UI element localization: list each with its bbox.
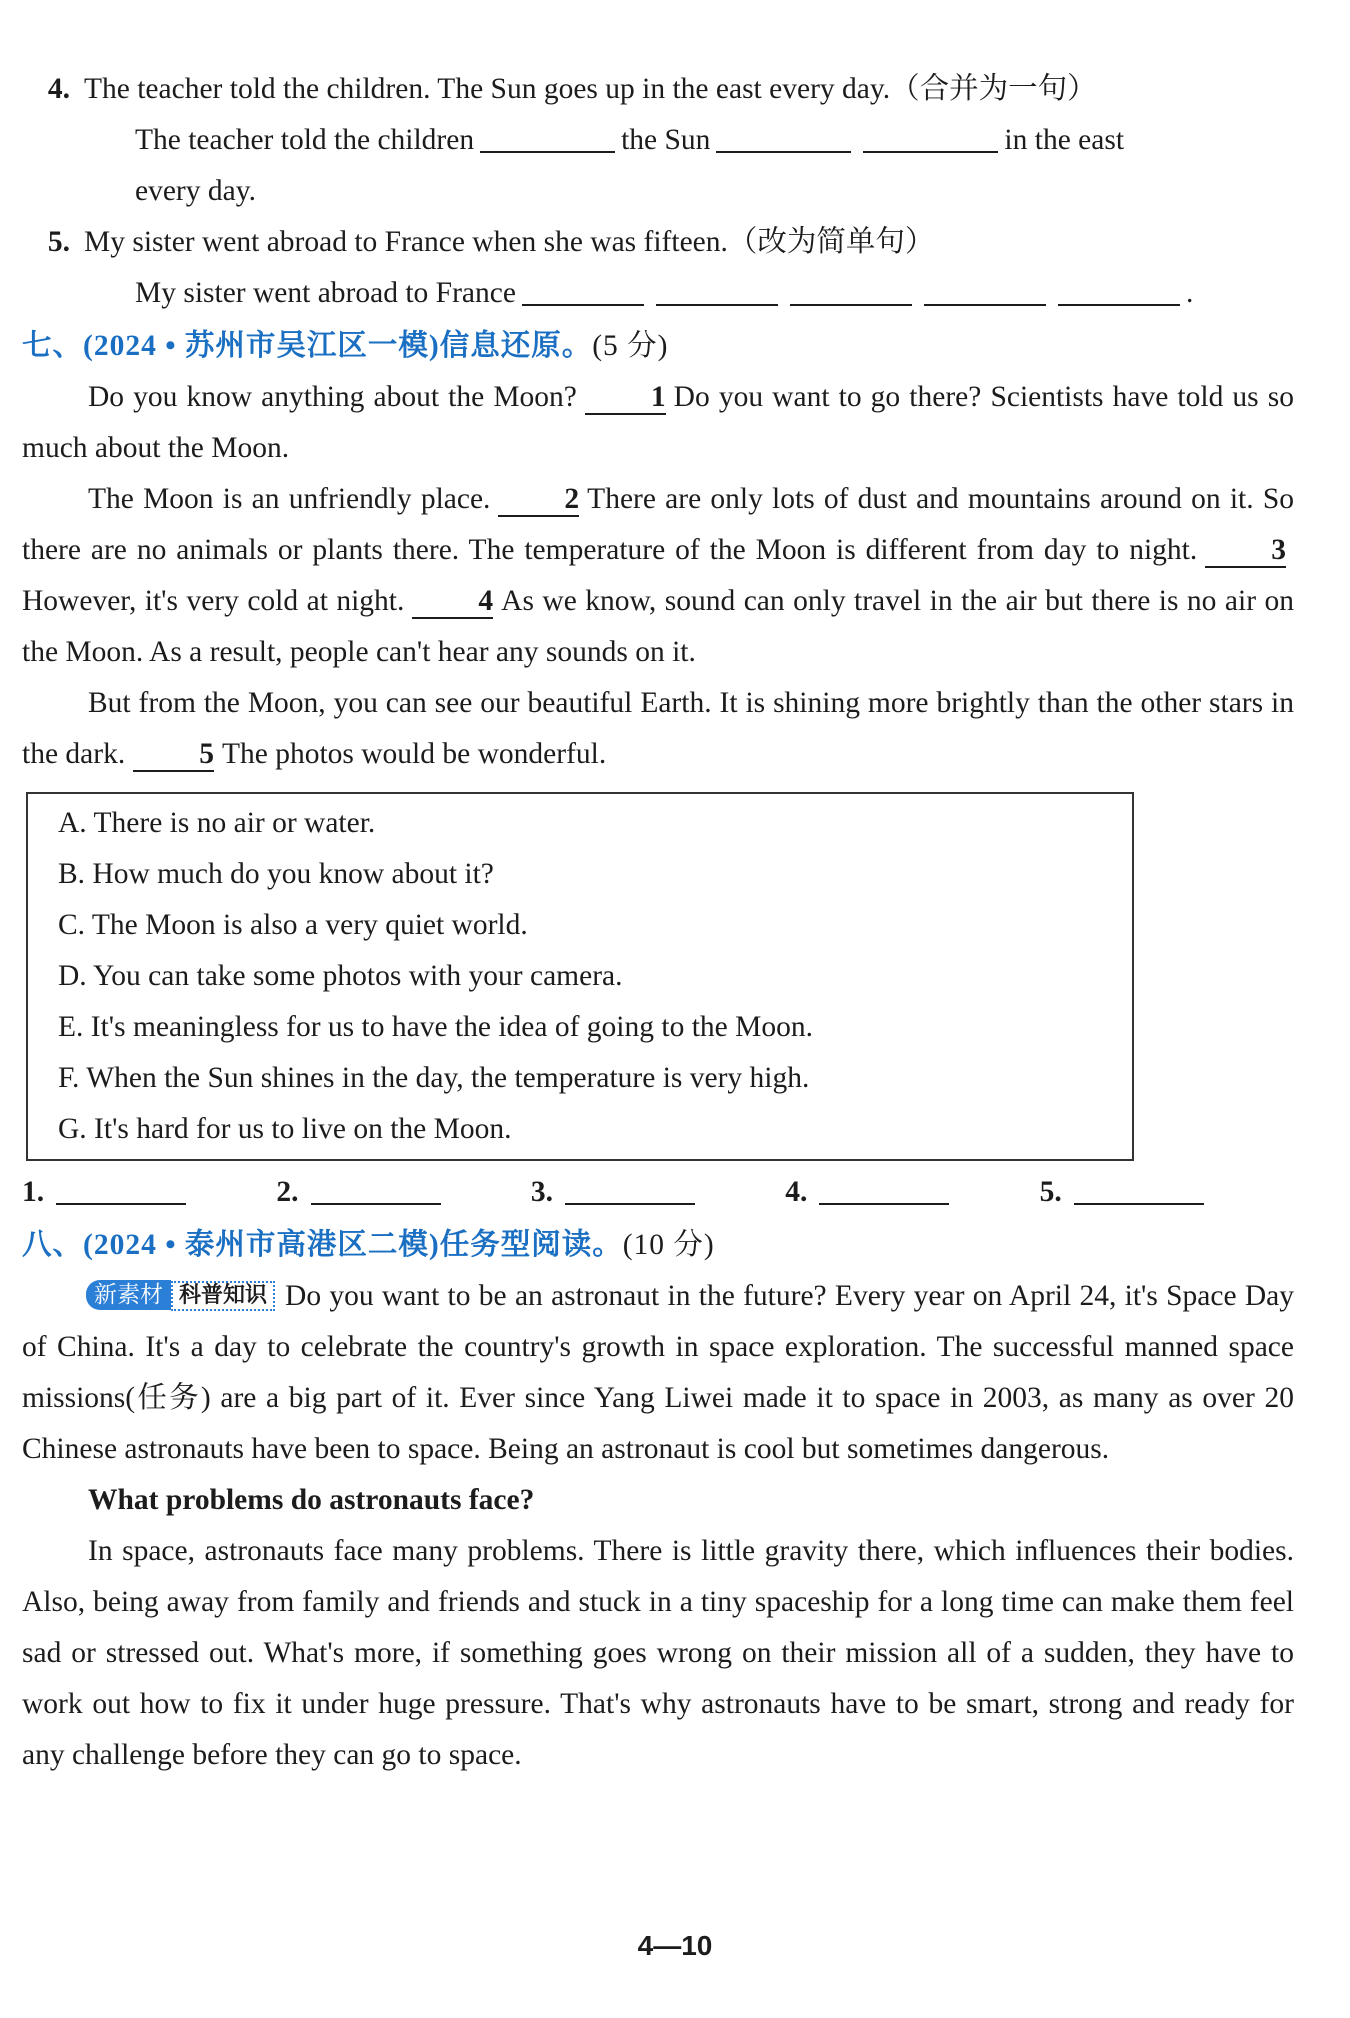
- science-knowledge-badge: 科普知识: [171, 1281, 275, 1311]
- gap-4[interactable]: 4: [412, 585, 493, 619]
- answer-blank-2[interactable]: [311, 1174, 441, 1206]
- answer-5: [1040, 1167, 1294, 1218]
- option-f: F. When the Sun shines in the day, the temperature is very high.: [58, 1062, 810, 1094]
- q4-answer-line: [22, 115, 1294, 166]
- section7-title: 七、(2024 • 苏州市吴江区一模)信息还原。: [22, 330, 593, 362]
- answer-4: [785, 1167, 1039, 1218]
- q5-text: My sister went abroad to France when she was fifteen.（改为简单句）: [84, 226, 935, 258]
- answer-row: [22, 1167, 1294, 1218]
- p2-text-c: However, it's very cold at night.: [22, 585, 405, 617]
- answer-1: [22, 1167, 276, 1218]
- q4-number: 4.: [47, 73, 70, 105]
- answer-label-1: 1.: [22, 1176, 45, 1208]
- answer-label-2: 2.: [276, 1176, 299, 1208]
- section8-subheading: What problems do astronauts face?: [88, 1484, 535, 1516]
- gap-1[interactable]: 1: [585, 381, 666, 415]
- q5-number: 5.: [47, 226, 70, 258]
- section8-intro: [22, 1271, 1294, 1475]
- answer-label-4: 4.: [785, 1176, 808, 1208]
- q5-blank-3[interactable]: [790, 275, 912, 307]
- answer-blank-1[interactable]: [56, 1174, 186, 1206]
- p2-text-b: There are only lots of dust and mountains around on it. So there are no animals or plants there. The temperature of the Moon is different from day to night.: [22, 483, 1294, 566]
- section7-para-3: [22, 678, 1294, 780]
- page-number: 4—10: [637, 1930, 713, 1961]
- p1-text-a: Do you know anything about the Moon?: [88, 381, 577, 413]
- q5-blank-2[interactable]: [656, 275, 778, 307]
- p3-text-b: The photos would be wonderful.: [221, 738, 607, 770]
- gap-5[interactable]: 5: [133, 738, 214, 772]
- section8-intro-text: Do you want to be an astronaut in the future? Every year on April 24, it's Space Day of China. It's a day to celebrate the country's growth in space exploration. The successful manned space missions(任务) are a big part of it. Ever since Yang Liwei made it to space in 2003, as many as over 20 Chinese astronauts have been to space. Being an astronaut is cool but sometimes dangerous.: [22, 1280, 1294, 1465]
- answer-2: [276, 1167, 530, 1218]
- q5-period: .: [1185, 277, 1194, 309]
- section7-para-2: [22, 474, 1294, 678]
- section7-para-1: [22, 372, 1294, 474]
- q4-blank-2[interactable]: [716, 122, 851, 154]
- q5-blank-1[interactable]: [522, 275, 644, 307]
- p3-text-a: But from the Moon, you can see our beautiful Earth. It is shining more brightly than the other stars in the dark.: [22, 687, 1294, 770]
- gap-3[interactable]: 3: [1205, 534, 1286, 568]
- q5-prompt: [22, 217, 1294, 268]
- q4-part3: in the east: [1004, 124, 1125, 156]
- section8-score: (10 分): [622, 1229, 715, 1261]
- answer-blank-4[interactable]: [819, 1174, 949, 1206]
- option-a: A. There is no air or water.: [58, 807, 376, 839]
- option-b: B. How much do you know about it?: [58, 858, 494, 890]
- q4-text: The teacher told the children. The Sun goes up in the east every day.（合并为一句）: [84, 73, 1097, 105]
- q5-part1: My sister went abroad to France: [135, 277, 516, 309]
- q4-prompt: [22, 64, 1294, 115]
- answer-label-5: 5.: [1039, 1176, 1062, 1208]
- section8-heading: [22, 1220, 1294, 1271]
- section7-heading: [22, 321, 1294, 372]
- q5-blank-5[interactable]: [1058, 275, 1180, 307]
- q5-answer-line: [22, 268, 1294, 319]
- q4-blank-3[interactable]: [863, 122, 998, 154]
- option-d: D. You can take some photos with your camera.: [58, 960, 623, 992]
- answer-3: [531, 1167, 785, 1218]
- section7-score: (5 分): [592, 330, 669, 362]
- q4-blank-1[interactable]: [480, 122, 615, 154]
- q5-blank-4[interactable]: [924, 275, 1046, 307]
- section8-para-2: In space, astronauts face many problems. There is little gravity there, which influences their bodies. Also, being away from family and friends and stuck in a tiny spaceship for a long time can make them feel sad or stressed out. What's more, if something goes wrong on their mission all of a sudden, they have to work out how to fix it under huge pressure. That's why astronauts have to be smart, strong and ready for any challenge before they can go to space.: [22, 1535, 1294, 1771]
- option-c: C. The Moon is also a very quiet world.: [58, 909, 528, 941]
- p1-text-b: Do you want to go there? Scientists have told us so much about the Moon.: [22, 381, 1295, 464]
- gap-2[interactable]: 2: [498, 483, 579, 517]
- q4-answer-line-end: every day.: [135, 175, 256, 207]
- p2-text-a: The Moon is an unfriendly place.: [88, 483, 491, 515]
- option-g: G. It's hard for us to live on the Moon.: [58, 1113, 512, 1145]
- new-material-badge: 新素材: [86, 1280, 171, 1310]
- options-box: [26, 792, 1134, 1161]
- p2-text-d: As we know, sound can only travel in the air but there is no air on the Moon. As a result, people can't hear any sounds on it.: [22, 585, 1294, 668]
- q4-part2: the Sun: [621, 124, 711, 156]
- section8-title: 八、(2024 • 泰州市高港区二模)任务型阅读。: [22, 1229, 623, 1261]
- answer-blank-3[interactable]: [565, 1174, 695, 1206]
- answer-blank-5[interactable]: [1074, 1174, 1204, 1206]
- q4-part1: The teacher told the children: [135, 124, 475, 156]
- answer-label-3: 3.: [530, 1176, 553, 1208]
- option-e: E. It's meaningless for us to have the idea of going to the Moon.: [58, 1011, 813, 1043]
